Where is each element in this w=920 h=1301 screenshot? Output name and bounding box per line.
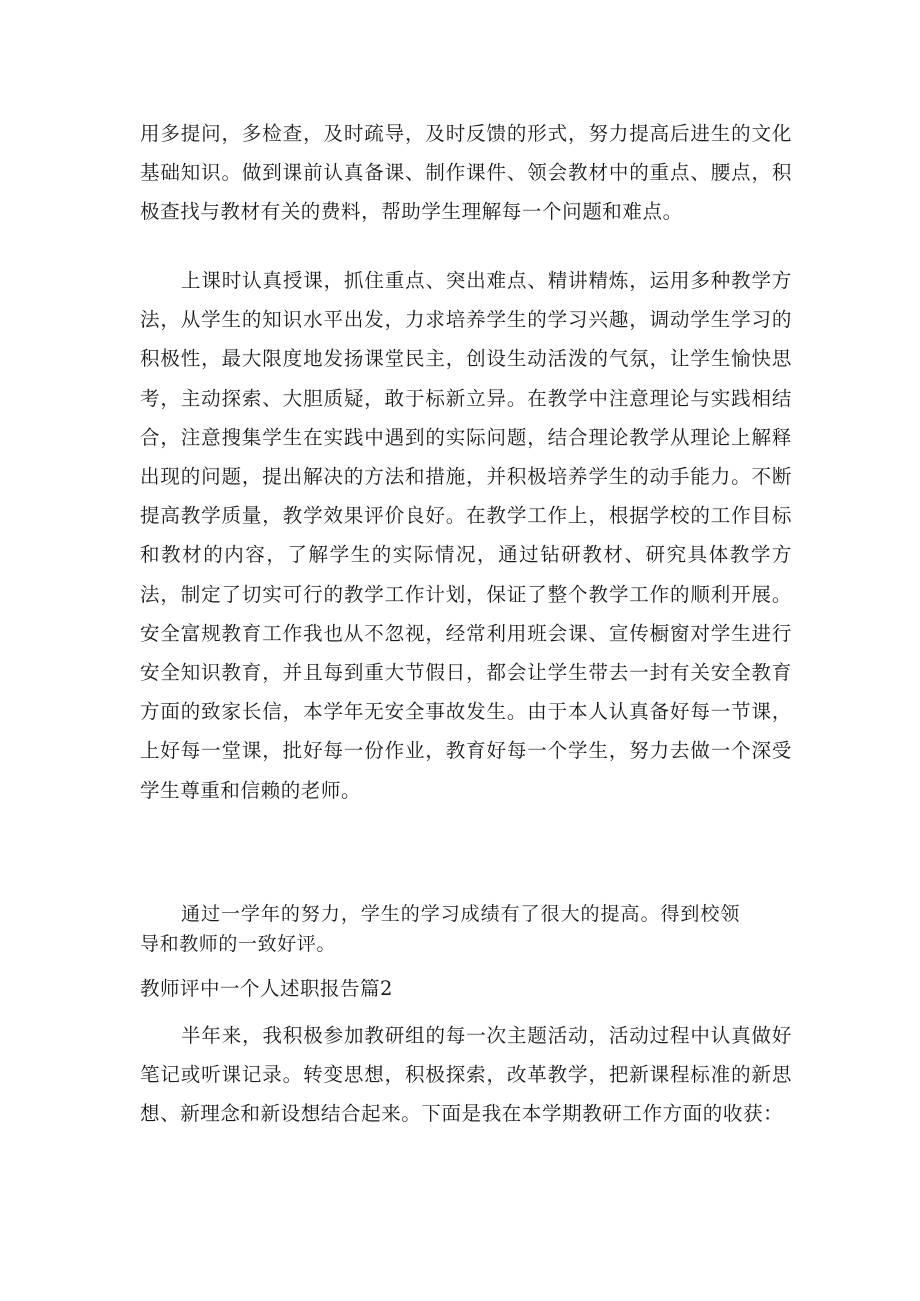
paragraph-research-activities: 半年来，我积极参加教研组的每一次主题活动，活动过程中认真做好笔记或听课记录。转变思想，积极探索，改革教学，把新课程标准的新思想、新理念和新设想结合起来。下面是我在本学期教研工作方面的收获：	[140, 1024, 792, 1126]
paragraph-study-support: 用多提问，多检查，及时疏导，及时反馈的形式，努力提高后进生的文化基础知识。做到课前认真备课、制作课件、领会教材中的重点、腰点，积极查找与教材有关的费料，帮助学生理解每一个问题和难点。	[140, 122, 792, 224]
paragraph-teaching-methods: 上课时认真授课，抓住重点、突出难点、精讲精炼，运用多种教学方法，从学生的知识水平出发，力求培养学生的学习兴趣，调动学生学习的积极性，最大限度地发扬课堂民主，创设生动活泼的气氛，让学生愉快思考，主动探索、大胆质疑，敢于标新立异。在教学中注意理论与实践相结合，注意搜集学生在实践中遇到的实际问题，结合理论教学从理论上解释出现的问题，提出解决的方法和措施，并积极培养学生的动手能力。不断提高教学质量，教学效果评价良好。在教学工作上，根据学校的工作目标和教材的内容，了解学生的实际情况，通过钻研教材、研究具体教学方法，制定了切实可行的教学工作计划，保证了整个教学工作的顺利开展。安全富规教育工作我也从不忽视，经常利用班会课、宣传橱窗对学生进行安全知识教育，并且每到重大节假日，都会让学生带去一封有关安全教育方面的致家长信，本学年无安全事故发生。由于本人认真备好每一节课，上好每一堂课，批好每一份作业，教育好每一个学生，努力去做一个深受学生尊重和信赖的老师。	[140, 269, 792, 802]
paragraph-results: 通过一学年的努力，学生的学习成绩有了很大的提高。得到校领导和教师的一致好评。	[140, 903, 740, 955]
section-heading: 教师评中一个人述职报告篇2	[140, 977, 393, 1000]
